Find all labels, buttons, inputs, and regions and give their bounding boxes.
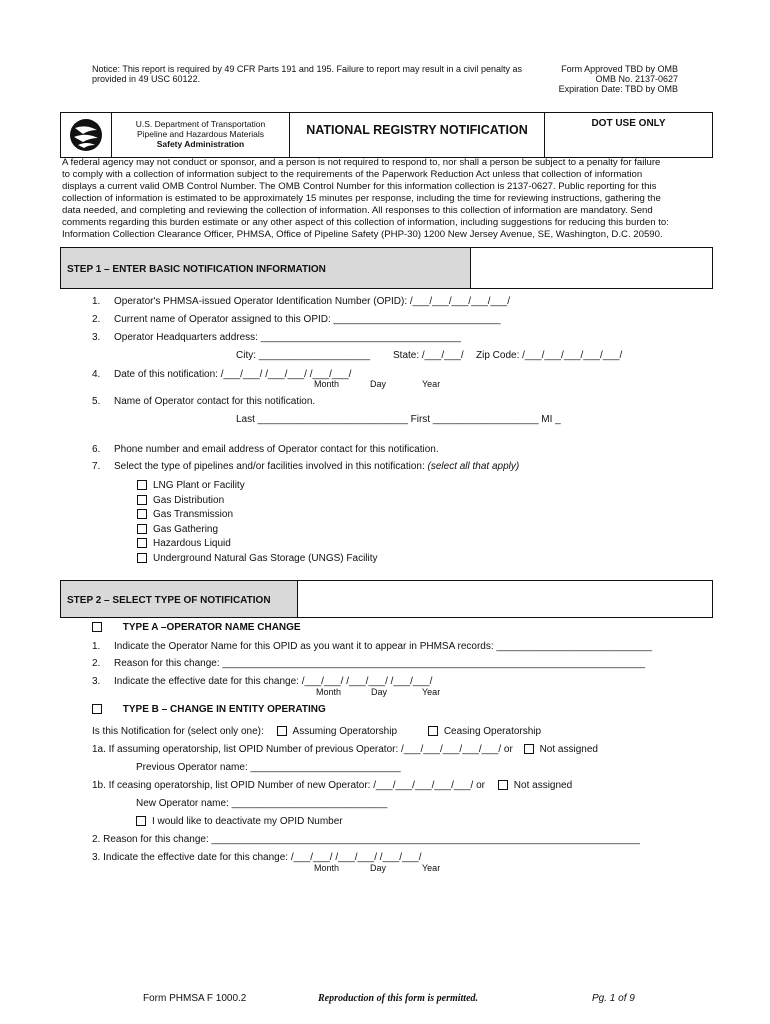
type-a-checkbox[interactable] [92, 622, 102, 632]
step2-header [60, 580, 713, 618]
type-b-checkbox[interactable] [92, 704, 102, 714]
facility-option-gas-gathering[interactable] [137, 523, 378, 538]
deactivate-option[interactable] [136, 816, 343, 827]
year-label: Year [422, 379, 441, 389]
omb-info [559, 64, 678, 94]
year-label: Year [422, 687, 441, 697]
type-b-title: TYPE B – CHANGE IN ENTITY OPERATING [122, 704, 326, 715]
not-assigned-option[interactable] [524, 744, 598, 755]
notice-text [92, 64, 522, 84]
item-number: 1. [92, 641, 101, 652]
type-b-effective-date-field[interactable]: 3. Indicate the effective date for this change: /___/___/ /___/___/ /___/___/ [92, 852, 422, 863]
assuming-label: Assuming Operatorship [292, 726, 398, 737]
facility-option-hazardous-liquid[interactable] [137, 537, 378, 552]
item-number: 6. [92, 444, 101, 455]
month-label: Month [314, 863, 340, 873]
facility-label: Hazardous Liquid [153, 538, 231, 549]
day-label: Day [371, 687, 388, 697]
type-b-heading[interactable] [92, 704, 326, 715]
not-assigned-label: Not assigned [539, 744, 598, 755]
checkbox[interactable] [524, 744, 534, 754]
notice-line-2: provided in 49 USC 60122. [92, 74, 201, 84]
checkbox[interactable] [137, 538, 147, 548]
contact-name-label: Name of Operator contact for this notification. [114, 396, 316, 407]
hq-address-field[interactable]: Operator Headquarters address: ____________________________________ [114, 332, 461, 343]
deactivate-label: I would like to deactivate my OPID Number [152, 816, 343, 827]
month-label: Month [316, 687, 342, 697]
burden-line: Information Collection Clearance Officer, PHMSA, Office of Pipeline Safety (PHP-30) 1200 New Jersey Avenue, SE, Washington, D.C. 20590. [62, 229, 663, 240]
step1-label-cell [61, 248, 471, 288]
item-number: 2. [92, 658, 101, 669]
facility-label: Gas Transmission [153, 509, 234, 520]
burden-statement [62, 157, 712, 241]
reproduction-note: Reproduction of this form is permitted. [318, 993, 479, 1004]
type-a-heading[interactable] [92, 622, 301, 633]
new-opid-field[interactable]: 1b. If ceasing operatorship, list OPID Number of new Operator: /___/___/___/___/___/ or [92, 780, 486, 791]
notice-line-1: Notice: This report is required by 49 CFR Parts 191 and 195. Failure to report may result in a civil penalty as [92, 64, 523, 74]
zip-field[interactable]: Zip Code: /___/___/___/___/___/ [476, 350, 623, 361]
facility-option-ungs[interactable] [137, 552, 378, 567]
burden-line: to comply with a collection of information subject to the requirements of the Paperwork Reduction Act unless that collection of information [62, 169, 643, 180]
type-b-reason-field[interactable]: 2. Reason for this change: _____________________________________________________________________________ [92, 834, 640, 845]
facility-type-prompt [114, 461, 519, 472]
facility-checklist [137, 479, 378, 566]
step2-title: STEP 2 – SELECT TYPE OF NOTIFICATION [67, 595, 271, 606]
day-label: Day [370, 863, 387, 873]
item-number: 4. [92, 369, 101, 380]
step1-header [60, 247, 713, 289]
checkbox[interactable] [428, 726, 438, 736]
burden-line: A federal agency may not conduct or sponsor, and a person is not required to respond to, nor shall a person be subject to a penalty for failure [62, 157, 661, 168]
type-a-operator-name-field[interactable]: Indicate the Operator Name for this OPID as you want it to appear in PHMSA records: ____________________________ [114, 641, 653, 652]
checkbox[interactable] [137, 480, 147, 490]
state-field[interactable]: State: /___/___/ [393, 350, 464, 361]
ceasing-label: Ceasing Operatorship [443, 726, 542, 737]
checkbox[interactable] [137, 524, 147, 534]
form-header [60, 112, 713, 158]
title-cell [290, 113, 545, 157]
page-number: Pg. 1 of 9 [592, 993, 635, 1004]
contact-name-field[interactable]: Last ___________________________ First ___________________ MI _ [236, 414, 561, 425]
opid-field[interactable]: Operator's PHMSA-issued Operator Identification Number (OPID): /___/___/___/___/___/ [114, 296, 510, 307]
dot-logo-cell [61, 113, 112, 157]
previous-opid-field[interactable]: 1a. If assuming operatorship, list OPID Number of previous Operator: /___/___/___/___/___/ or [92, 744, 513, 755]
dot-use-label: DOT USE ONLY [591, 118, 666, 129]
burden-line: collection of information is estimated to be approximately 15 minutes per response, including the time for reviewing instructions, gathering the [62, 193, 661, 204]
item-number: 3. [92, 332, 101, 343]
type-a-title: TYPE A –OPERATOR NAME CHANGE [122, 622, 301, 633]
item-number: 5. [92, 396, 101, 407]
facility-option-lng[interactable] [137, 479, 378, 494]
checkbox[interactable] [498, 780, 508, 790]
agency-line-1: U.S. Department of Transportation [135, 119, 266, 129]
burden-line: displays a current valid OMB Control Number. The OMB Control Number for this information collection is 2137-0627. Public reporting for this [62, 181, 657, 192]
not-assigned-label: Not assigned [513, 780, 573, 791]
agency-line-2: Pipeline and Hazardous Materials [136, 129, 265, 139]
facility-label: LNG Plant or Facility [153, 480, 245, 491]
item-number: 2. [92, 314, 101, 325]
agency-line-3: Safety Administration [156, 139, 245, 149]
omb-number: OMB No. 2137-0627 [595, 74, 678, 84]
type-a-effective-date-field[interactable]: Indicate the effective date for this change: /___/___/ /___/___/ /___/___/ [114, 676, 433, 687]
month-label: Month [314, 379, 340, 389]
form-number: Form PHMSA F 1000.2 [143, 993, 247, 1004]
step1-title: STEP 1 – ENTER BASIC NOTIFICATION INFORMATION [67, 264, 326, 275]
omb-expiration: Expiration Date: TBD by OMB [558, 84, 678, 94]
checkbox[interactable] [137, 509, 147, 519]
item-number: 1. [92, 296, 101, 307]
agency-cell [112, 113, 290, 157]
dot-use-cell [545, 113, 712, 157]
checkbox[interactable] [136, 816, 146, 826]
facility-option-gas-transmission[interactable] [137, 508, 378, 523]
city-field[interactable]: City: ____________________ [236, 350, 371, 361]
phone-email-label: Phone number and email address of Operator contact for this notification. [114, 444, 439, 455]
previous-operator-name-field[interactable]: Previous Operator name: ___________________________ [136, 762, 401, 773]
type-a-reason-field[interactable]: Reason for this change: ____________________________________________________________________________ [114, 658, 646, 669]
item-number: 3. [92, 676, 101, 687]
type-b-question-label: Is this Notification for (select only one): [92, 726, 264, 737]
facility-label: Gas Distribution [153, 494, 225, 506]
q1b-row [92, 780, 572, 791]
item-number: 7. [92, 461, 101, 472]
ceasing-option[interactable] [428, 726, 541, 737]
year-label: Year [422, 863, 441, 873]
q1a-row [92, 744, 598, 755]
facility-label: Underground Natural Gas Storage (UNGS) Facility [153, 552, 378, 564]
day-label: Day [370, 379, 387, 389]
form-title: NATIONAL REGISTRY NOTIFICATION [306, 123, 528, 137]
facility-type-label: Select the type of pipelines and/or facilities involved in this notification: [114, 461, 425, 472]
not-assigned-option-2[interactable] [498, 780, 572, 791]
facility-type-note: (select all that apply) [427, 461, 520, 472]
checkbox[interactable] [277, 726, 287, 736]
omb-approval: Form Approved TBD by OMB [561, 64, 678, 74]
type-b-question [92, 726, 541, 737]
checkbox[interactable] [137, 553, 147, 563]
burden-line: data needed, and completing and reviewing the collection of information. All responses to this collection of information are mandatory. Send [62, 205, 653, 216]
facility-option-gas-distribution[interactable] [137, 494, 378, 509]
step2-label-cell [61, 581, 298, 617]
checkbox[interactable] [137, 495, 147, 505]
assuming-option[interactable] [277, 726, 398, 737]
dot-logo-icon [69, 118, 103, 152]
facility-label: Gas Gathering [153, 523, 219, 535]
notification-date-field[interactable]: Date of this notification: /___/___/ /___/___/ /___/___/ [114, 369, 352, 380]
operator-name-field[interactable]: Current name of Operator assigned to this OPID: ______________________________ [114, 314, 501, 325]
new-operator-name-field[interactable]: New Operator name: ____________________________ [136, 798, 388, 809]
burden-line: comments regarding this burden estimate or any other aspect of this collection of information, including suggestions for reducing this burden to: [62, 217, 669, 228]
